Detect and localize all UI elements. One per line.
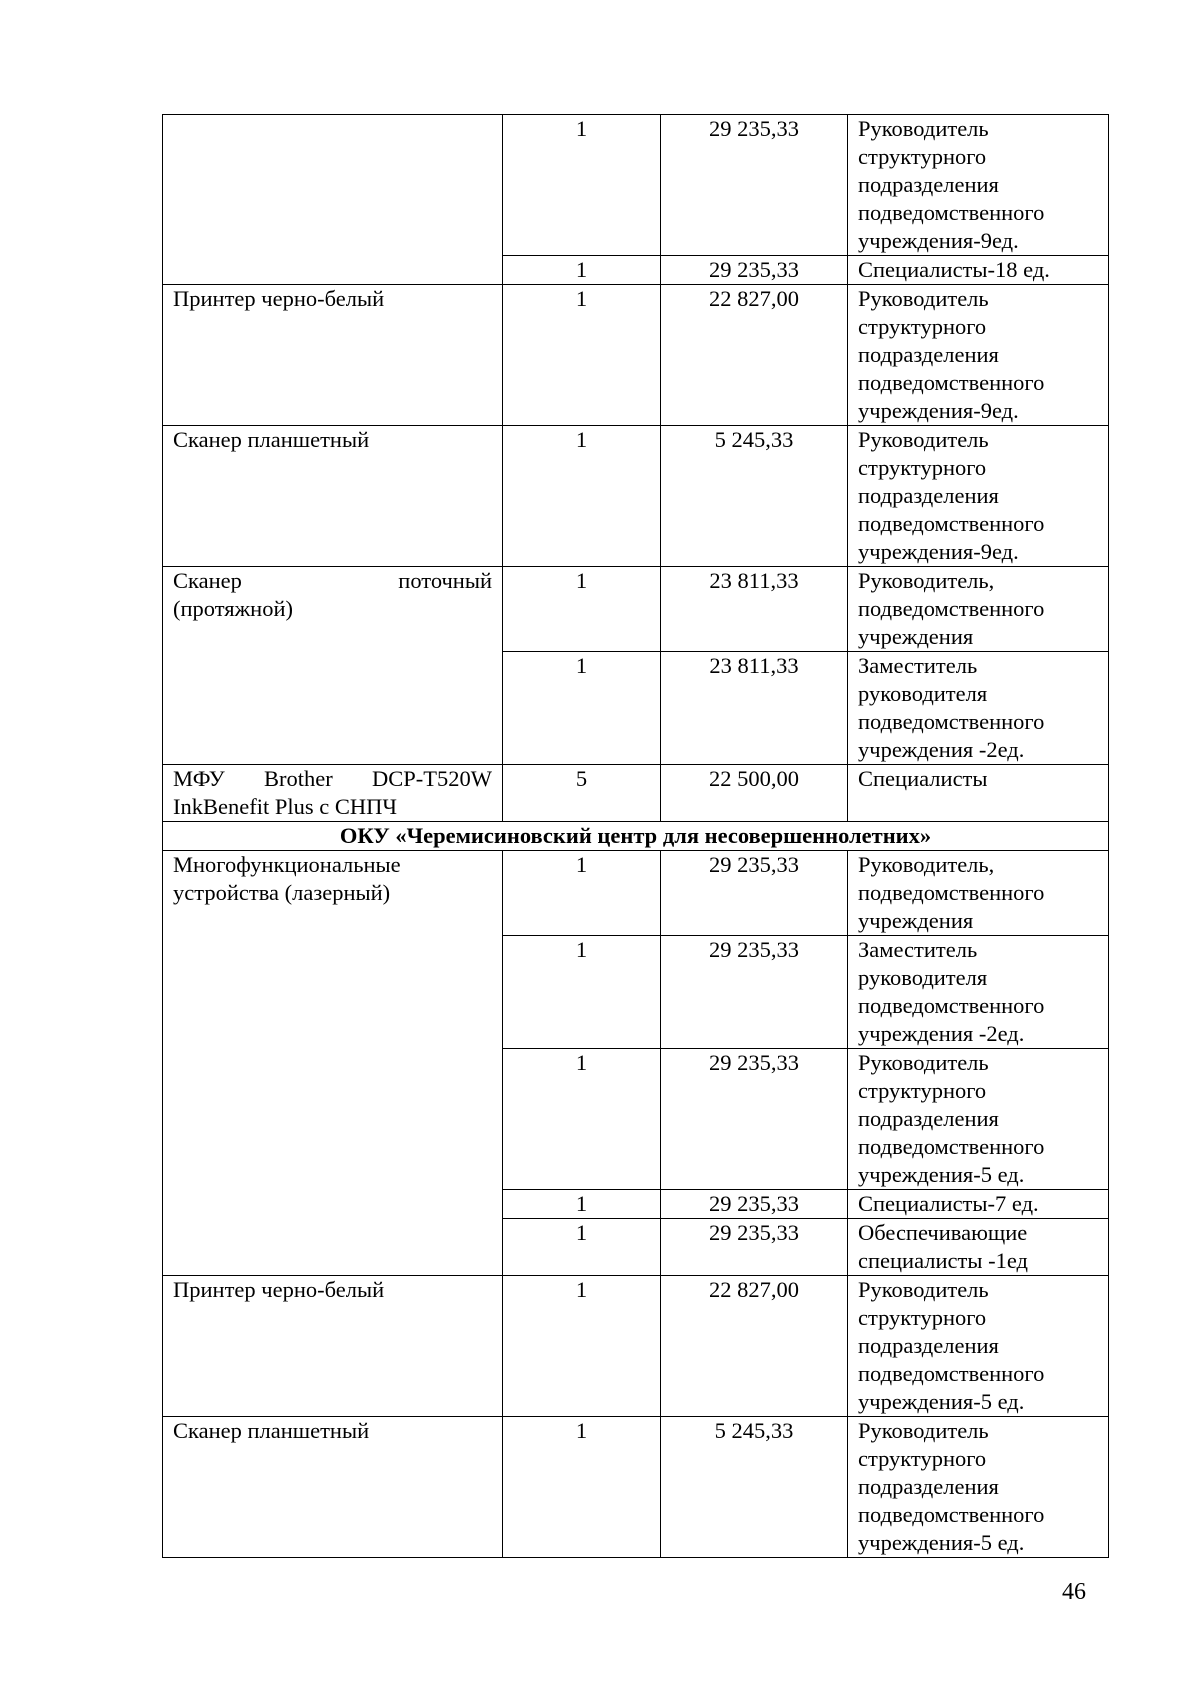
position-cell: Заместитель руководителя подведомственного учреждения -2ед.	[848, 936, 1109, 1049]
quantity-cell: 1	[503, 285, 661, 426]
position-cell: Специалисты-7 ед.	[848, 1190, 1109, 1219]
equipment-name-cell: Сканер планшетный	[163, 426, 503, 567]
quantity-cell: 1	[503, 256, 661, 285]
position-cell: Руководитель структурного подразделения подведомственного учреждения-5 ед.	[848, 1417, 1109, 1558]
quantity-cell: 1	[503, 851, 661, 936]
position-cell: Руководитель, подведомственного учреждения	[848, 567, 1109, 652]
equipment-name-cell: Принтер черно-белый	[163, 1276, 503, 1417]
price-cell: 29 235,33	[661, 256, 848, 285]
equipment-name-line: Сканер поточный	[173, 568, 492, 593]
table-row	[163, 851, 1109, 936]
section-title: ОКУ «Черемисиновский центр для несовершеннолетних»	[163, 822, 1109, 851]
quantity-cell: 1	[503, 1049, 661, 1190]
page-number: 46	[1062, 1579, 1086, 1605]
equipment-name-cell: Многофункциональные устройства (лазерный)	[163, 851, 503, 1276]
position-cell: Заместитель руководителя подведомственного учреждения -2ед.	[848, 652, 1109, 765]
table-row	[163, 115, 1109, 256]
quantity-cell: 1	[503, 115, 661, 256]
quantity-cell: 1	[503, 1190, 661, 1219]
position-cell: Руководитель, подведомственного учреждения	[848, 851, 1109, 936]
equipment-name-cell	[163, 765, 503, 822]
price-cell: 29 235,33	[661, 1190, 848, 1219]
equipment-norms-table	[162, 114, 1109, 1558]
equipment-name-cell	[163, 115, 503, 285]
price-cell: 29 235,33	[661, 115, 848, 256]
price-cell: 29 235,33	[661, 1219, 848, 1276]
quantity-cell: 1	[503, 936, 661, 1049]
price-cell: 23 811,33	[661, 567, 848, 652]
price-cell: 22 827,00	[661, 1276, 848, 1417]
quantity-cell: 1	[503, 652, 661, 765]
equipment-name-line: МФУ Brother DCP-T520W	[173, 766, 492, 791]
table-row	[163, 285, 1109, 426]
quantity-cell: 1	[503, 1417, 661, 1558]
table-row	[163, 1417, 1109, 1558]
equipment-name-line: (протяжной)	[173, 596, 293, 621]
position-cell: Руководитель структурного подразделения подведомственного учреждения-9ед.	[848, 285, 1109, 426]
table-row	[163, 567, 1109, 652]
price-cell: 22 827,00	[661, 285, 848, 426]
equipment-name-cell: Принтер черно-белый	[163, 285, 503, 426]
position-cell: Специалисты	[848, 765, 1109, 822]
quantity-cell: 1	[503, 1276, 661, 1417]
position-cell: Руководитель структурного подразделения подведомственного учреждения-9ед.	[848, 115, 1109, 256]
equipment-name-cell: Сканер планшетный	[163, 1417, 503, 1558]
equipment-name-line: InkBenefit Plus с СНПЧ	[173, 794, 397, 819]
price-cell: 5 245,33	[661, 426, 848, 567]
position-cell: Специалисты-18 ед.	[848, 256, 1109, 285]
quantity-cell: 1	[503, 1219, 661, 1276]
equipment-name-cell	[163, 567, 503, 765]
table-row	[163, 1276, 1109, 1417]
price-cell: 23 811,33	[661, 652, 848, 765]
price-cell: 5 245,33	[661, 1417, 848, 1558]
position-cell: Руководитель структурного подразделения подведомственного учреждения-5 ед.	[848, 1049, 1109, 1190]
position-cell: Обеспечивающие специалисты -1ед	[848, 1219, 1109, 1276]
table-row	[163, 765, 1109, 822]
price-cell: 29 235,33	[661, 936, 848, 1049]
position-cell: Руководитель структурного подразделения подведомственного учреждения-9ед.	[848, 426, 1109, 567]
quantity-cell: 5	[503, 765, 661, 822]
position-cell: Руководитель структурного подразделения подведомственного учреждения-5 ед.	[848, 1276, 1109, 1417]
quantity-cell: 1	[503, 426, 661, 567]
price-cell: 29 235,33	[661, 851, 848, 936]
section-row	[163, 822, 1109, 851]
table-row	[163, 426, 1109, 567]
price-cell: 29 235,33	[661, 1049, 848, 1190]
quantity-cell: 1	[503, 567, 661, 652]
price-cell: 22 500,00	[661, 765, 848, 822]
